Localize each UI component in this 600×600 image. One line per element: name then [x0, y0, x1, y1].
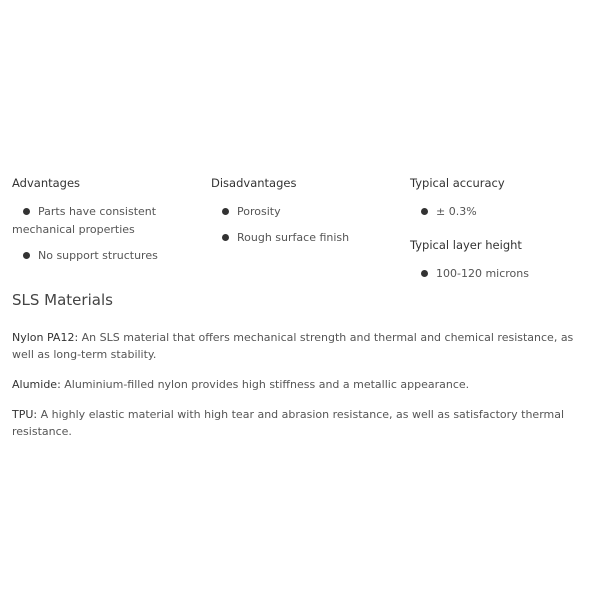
- disadvantages-list: [211, 203, 396, 247]
- material-term: Alumide:: [12, 378, 61, 391]
- list-item: [12, 247, 197, 265]
- material-term: Nylon PA12:: [12, 331, 79, 344]
- section-title: SLS Materials: [12, 291, 113, 309]
- list-item: [211, 203, 396, 221]
- layer-height-list: [410, 265, 595, 283]
- list-item: [211, 229, 396, 247]
- bullet-icon: [222, 208, 229, 215]
- disadvantages-heading: Disadvantages: [211, 176, 297, 190]
- material-term: TPU:: [12, 408, 38, 421]
- bullet-icon: [421, 208, 428, 215]
- list-item: [12, 203, 197, 239]
- advantages-list: [12, 203, 197, 265]
- accuracy-value: ± 0.3%: [436, 205, 477, 218]
- material-entry: [12, 406, 598, 440]
- list-item: [410, 265, 595, 283]
- advantages-heading: Advantages: [12, 176, 81, 190]
- bullet-icon: [23, 208, 30, 215]
- specs-column: [410, 176, 595, 291]
- advantages-column: [12, 176, 197, 273]
- advantage-text: Parts have consistent mechanical properties: [12, 205, 157, 236]
- material-description: A highly elastic material with high tear and abrasion resistance, as well as satisfactory thermal resistance.: [12, 408, 565, 438]
- advantage-text: No support structures: [38, 249, 158, 262]
- disadvantage-text: Rough surface finish: [237, 231, 350, 244]
- disadvantage-text: Porosity: [237, 205, 281, 218]
- material-description: Aluminium-filled nylon provides high stiffness and a metallic appearance.: [60, 378, 470, 391]
- material-entry: [12, 376, 598, 393]
- layer-height-heading: Typical layer height: [410, 238, 522, 252]
- bullet-icon: [23, 252, 30, 259]
- bullet-icon: [421, 270, 428, 277]
- list-item: [410, 203, 595, 221]
- accuracy-list: [410, 203, 595, 221]
- layer-height-value: 100-120 microns: [436, 267, 529, 280]
- disadvantages-column: [211, 176, 396, 255]
- bullet-icon: [222, 234, 229, 241]
- material-entry: [12, 329, 598, 363]
- accuracy-heading: Typical accuracy: [410, 176, 505, 190]
- material-description: An SLS material that offers mechanical strength and thermal and chemical resistance, as well as long-term stability.: [12, 331, 574, 361]
